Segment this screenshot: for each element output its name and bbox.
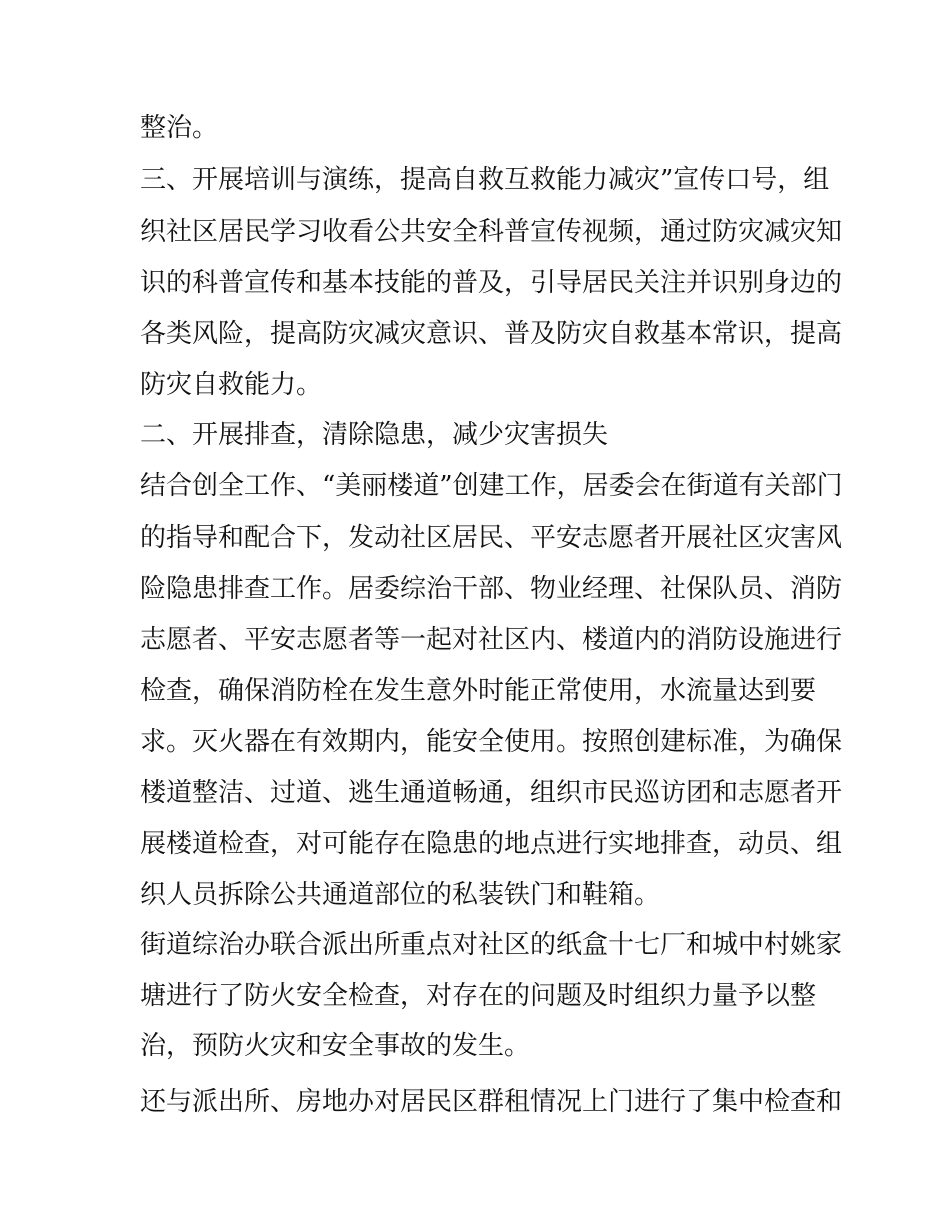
text-line: 防灾自救能力。 bbox=[140, 370, 323, 400]
text-line: 志愿者、平安志愿者等一起对社区内、楼道内的消防设施进行 bbox=[140, 625, 843, 655]
text-line: 织人员拆除公共通道部位的私装铁门和鞋箱。 bbox=[140, 880, 661, 910]
text-line: 各类风险，提高防灾减灾意识、普及防灾自救基本常识，提高 bbox=[140, 319, 843, 349]
text-line: 织社区居民学习收看公共安全科普宣传视频，通过防灾减灾知 bbox=[140, 217, 843, 247]
text-line: 三、开展培训与演练，提高自救互救能力减灾”宣传口号，组 bbox=[140, 165, 830, 195]
text-line: 楼道整洁、过道、逃生通道畅通，组织市民巡访团和志愿者开 bbox=[140, 778, 843, 808]
text-line: 街道综治办联合派出所重点对社区的纸盒十七厂和城中村姚家 bbox=[140, 930, 843, 960]
text-line: 的指导和配合下，发动社区居民、平安志愿者开展社区灾害风 bbox=[140, 523, 843, 553]
section-heading: 二、开展排查，清除隐患，减少灾害损失 bbox=[140, 420, 609, 450]
text-line: 还与派出所、房地办对居民区群租情况上门进行了集中检查和 bbox=[140, 1087, 843, 1117]
text-line: 治，预防火灾和安全事故的发生。 bbox=[140, 1031, 531, 1061]
text-line: 结合创全工作、“美丽楼道”创建工作，居委会在街道有关部门 bbox=[140, 471, 843, 501]
text-line: 塘进行了防火安全检查，对存在的问题及时组织力量予以整 bbox=[140, 981, 817, 1011]
text-line: 检查，确保消防栓在发生意外时能正常使用，水流量达到要 bbox=[140, 676, 817, 706]
text-line: 识的科普宣传和基本技能的普及，引导居民关注并识别身边的 bbox=[140, 268, 843, 298]
text-line: 展楼道检查，对可能存在隐患的地点进行实地排查，动员、组 bbox=[140, 829, 843, 859]
text-line: 险隐患排查工作。居委综治干部、物业经理、社保队员、消防 bbox=[140, 574, 843, 604]
text-line: 求。灭火器在有效期内，能安全使用。按照创建标准，为确保 bbox=[140, 727, 843, 757]
text-line: 整治。 bbox=[140, 113, 219, 143]
